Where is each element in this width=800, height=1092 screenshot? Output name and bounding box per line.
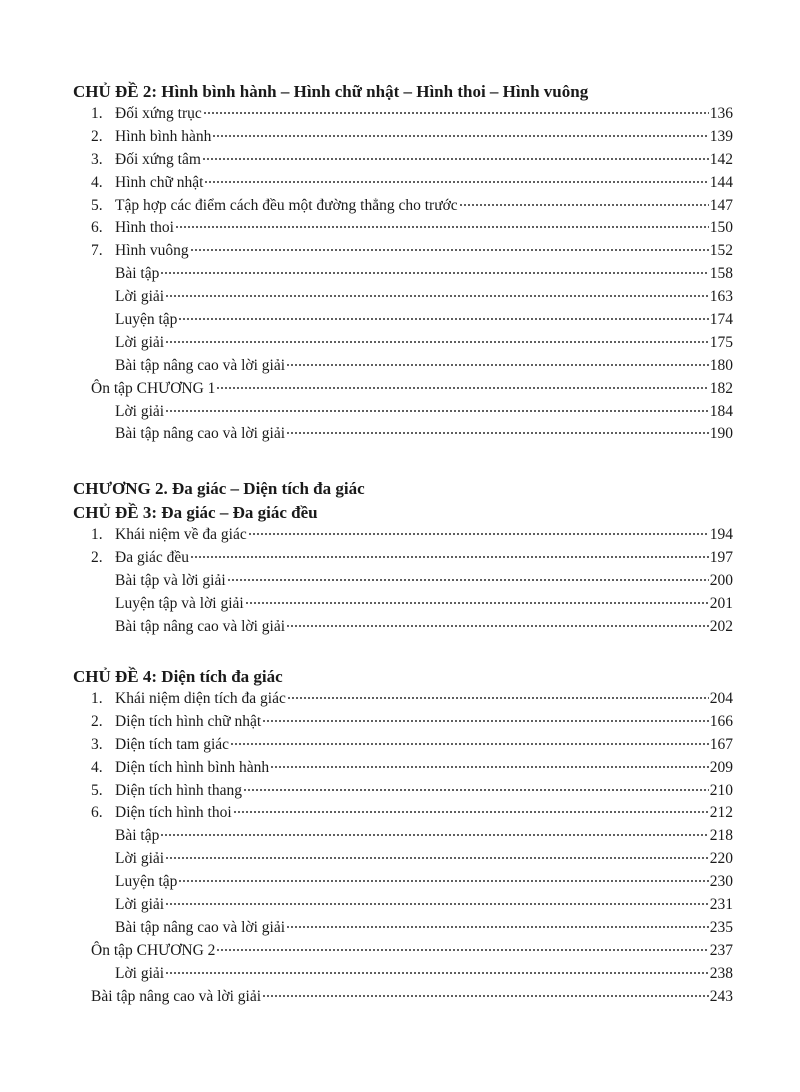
entry-page: 190 [709,425,733,443]
dot-leader [165,295,709,297]
entry-page: 194 [709,526,733,543]
entry-label: Hình chữ nhật [115,173,204,191]
toc-entry [73,172,733,195]
toc-entry [73,848,733,871]
dot-leader [286,625,709,627]
entry-page: 147 [709,196,733,214]
entry-label: Diện tích tam giác [115,735,230,753]
entry-label: Bài tập nâng cao và lời giải [115,356,286,374]
toc-entry [73,780,733,803]
entry-page: 231 [709,896,733,914]
entry-page: 175 [709,333,733,351]
toc-entry [73,401,733,424]
entry-page: 210 [709,781,733,799]
toc-entry [73,309,733,332]
entry-label: Bài tập nâng cao và lời giải [91,987,262,1005]
toc-entry [73,355,733,378]
dot-leader [230,743,709,745]
toc-entry [73,940,733,963]
entry-page: 158 [709,265,733,283]
entry-label: Khái niệm diện tích đa giác [115,690,286,707]
entry-page: 142 [709,150,733,168]
entry-number: 3. [91,735,103,753]
entry-label: Diện tích hình thang [115,781,242,799]
dot-leader [286,432,709,434]
entry-number: 4. [91,173,103,191]
entry-label: Bài tập nâng cao và lời giải [115,617,286,635]
entry-number: 6. [91,804,103,822]
dot-leader [233,811,709,813]
topic2-entries [73,103,733,446]
dot-leader [165,903,709,905]
dot-leader [216,949,708,951]
entry-label: Lời giải [115,850,165,868]
dot-leader [165,341,709,343]
entry-label: Luyện tập [115,311,178,329]
entry-page: 197 [709,548,733,566]
entry-number: 2. [91,127,103,145]
toc-entry [73,423,733,446]
entry-number: 2. [91,712,103,730]
dot-leader [175,226,709,228]
entry-page: 243 [709,987,733,1005]
toc-entry [73,802,733,825]
dot-leader [190,249,709,251]
dot-leader [262,995,709,997]
entry-page: 184 [709,402,733,420]
topic4-entries [73,688,733,1008]
entry-page: 144 [709,173,733,191]
entry-page: 237 [709,941,733,959]
entry-page: 204 [709,690,733,707]
toc-entry [73,734,733,757]
toc-entry [73,711,733,734]
entry-page: 235 [709,918,733,936]
entry-page: 202 [709,617,733,635]
entry-number: 1. [91,526,103,543]
entry-number: 1. [91,690,103,707]
dot-leader [203,112,709,114]
entry-page: 218 [709,827,733,845]
dot-leader [227,579,709,581]
dot-leader [202,158,709,160]
entry-page: 174 [709,311,733,329]
toc-section-topic4 [73,666,733,1008]
entry-label: Diện tích hình bình hành [115,758,270,776]
dot-leader [160,834,708,836]
toc-entry [73,240,733,263]
toc-entry [73,126,733,149]
entry-page: 230 [709,873,733,891]
entry-page: 201 [709,594,733,612]
toc-entry [73,263,733,286]
entry-number: 3. [91,150,103,168]
toc-entry [73,332,733,355]
entry-page: 220 [709,850,733,868]
entry-label: Ôn tập CHƯƠNG 2 [91,941,216,959]
dot-leader [160,272,708,274]
entry-page: 209 [709,758,733,776]
entry-label: Bài tập nâng cao và lời giải [115,425,286,443]
entry-number: 5. [91,781,103,799]
entry-page: 182 [709,379,733,397]
entry-label: Hình vuông [115,242,189,260]
entry-label: Lời giải [115,333,165,351]
entry-page: 163 [709,288,733,306]
topic4-heading: CHỦ ĐỀ 4: Diện tích đa giác [73,667,283,686]
entry-page: 212 [709,804,733,822]
entry-label: Hình bình hành [115,127,212,145]
toc-entry [73,616,733,639]
dot-leader [178,318,708,320]
dot-leader [286,364,709,366]
chapter2-heading: CHƯƠNG 2. Đa giác – Diện tích đa giác [73,479,365,498]
entry-label: Tập hợp các điểm cách đều một đường thẳng cho trước [115,196,458,214]
dot-leader [165,857,709,859]
entry-page: 152 [709,242,733,260]
entry-label: Diện tích hình thoi [115,804,232,822]
dot-leader [243,789,709,791]
topic3-heading: CHỦ ĐỀ 3: Đa giác – Đa giác đều [73,503,318,522]
entry-label: Đối xứng tâm [115,150,201,168]
dot-leader [459,204,709,206]
entry-label: Luyện tập và lời giải [115,594,244,612]
entry-number: 7. [91,242,103,260]
toc-entry [73,963,733,986]
entry-label: Bài tập [115,265,160,283]
dot-leader [245,602,709,604]
toc-entry [73,986,733,1009]
entry-page: 238 [709,964,733,982]
entry-label: Bài tập nâng cao và lời giải [115,918,286,936]
dot-leader [204,181,708,183]
dot-leader [212,135,708,137]
entry-page: 139 [709,127,733,145]
entry-label: Khái niệm về đa giác [115,526,247,543]
entry-label: Lời giải [115,288,165,306]
entry-page: 200 [709,571,733,589]
toc-entry [73,917,733,940]
topic2-heading: CHỦ ĐỀ 2: Hình bình hành – Hình chữ nhật – Hình thoi – Hình vuông [73,82,589,101]
entry-number: 2. [91,548,103,566]
dot-leader [165,410,709,412]
entry-label: Lời giải [115,964,165,982]
dot-leader [165,972,709,974]
entry-page: 150 [709,219,733,237]
entry-label: Bài tập [115,827,160,845]
entry-number: 5. [91,196,103,214]
dot-leader [262,720,709,722]
entry-page: 166 [709,712,733,730]
dot-leader [287,697,709,699]
toc-entry [73,757,733,780]
toc-entry [73,286,733,309]
toc-entry [73,593,733,616]
entry-label: Bài tập và lời giải [115,571,226,589]
toc-entry [73,871,733,894]
dot-leader [190,556,709,558]
entry-page: 136 [709,105,733,122]
dot-leader [286,926,709,928]
entry-label: Luyện tập [115,873,178,891]
toc-entry [73,378,733,401]
topic3-entries [73,524,733,638]
entry-number: 4. [91,758,103,776]
entry-label: Lời giải [115,896,165,914]
dot-leader [270,766,709,768]
entry-label: Lời giải [115,402,165,420]
toc-entry [73,825,733,848]
entry-label: Diện tích hình chữ nhật [115,712,262,730]
entry-page: 180 [709,356,733,374]
dot-leader [216,387,708,389]
toc-entry [73,570,733,593]
toc-entry [73,688,733,711]
toc-entry [73,894,733,917]
entry-number: 6. [91,219,103,237]
toc-entry [73,195,733,218]
toc-entry [73,547,733,570]
entry-label: Đối xứng trục [115,105,202,122]
dot-leader [178,880,708,882]
toc-section-topic2 [73,81,733,446]
entry-label: Ôn tập CHƯƠNG 1 [91,379,216,397]
toc-entry [73,103,733,126]
toc-section-chapter2 [73,478,733,638]
entry-page: 167 [709,735,733,753]
toc-entry [73,149,733,172]
entry-label: Đa giác đều [115,548,190,566]
toc-entry [73,524,733,547]
entry-number: 1. [91,105,103,122]
toc-entry [73,217,733,240]
entry-label: Hình thoi [115,219,174,237]
dot-leader [248,533,709,535]
